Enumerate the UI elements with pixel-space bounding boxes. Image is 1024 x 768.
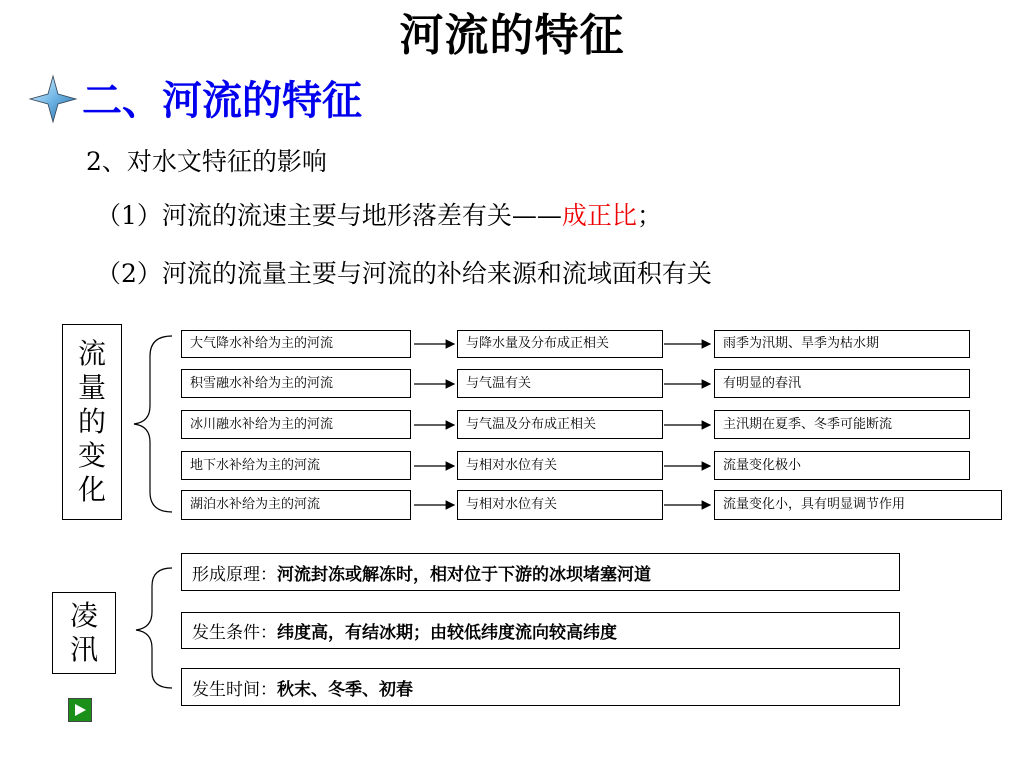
factor-box: 与降水量及分布成正相关: [457, 330, 663, 358]
ice-brace: [136, 568, 172, 688]
play-icon: [73, 703, 87, 717]
flow-label-char: 量: [77, 371, 106, 404]
ice-item-label: 发生条件：: [192, 623, 277, 643]
source-box: 积雪融水补给为主的河流: [181, 369, 411, 398]
source-box: 地下水补给为主的河流: [181, 451, 411, 480]
ice-item-value: 秋末、冬季、初春: [277, 679, 413, 700]
ice-label-box: [52, 592, 116, 674]
subheading: 2、对水文特征的影响: [86, 147, 327, 176]
slide-title: 河流的特征: [399, 10, 625, 61]
source-box: 冰川融水补给为主的河流: [181, 410, 411, 439]
ice-label-char: 凌: [69, 599, 98, 632]
ice-item-value: 纬度高，有结冰期；由较低纬度流向较高纬度: [277, 623, 617, 643]
result-box: 雨季为汛期、旱季为枯水期: [714, 330, 970, 358]
next-slide-button[interactable]: [68, 698, 92, 722]
point-1-end: ；: [636, 201, 662, 230]
ice-item-box: [181, 668, 900, 706]
section-title: 二、河流的特征: [82, 77, 362, 124]
point-1-text: （1）河流的流速主要与地形落差有关——: [96, 201, 562, 230]
flow-brace: [134, 336, 172, 512]
result-box: 流量变化小，具有明显调节作用: [714, 490, 1002, 520]
source-box: 大气降水补给为主的河流: [181, 330, 411, 358]
flow-label-char: 变: [77, 439, 106, 472]
ice-item-label: 形成原理：: [192, 564, 277, 585]
ice-item-label: 发生时间：: [192, 679, 277, 700]
flow-label-char: 化: [77, 473, 106, 506]
point-2: （2）河流的流量主要与河流的补给来源和流域面积有关: [96, 259, 712, 288]
result-box: 主汛期在夏季、冬季可能断流: [714, 410, 970, 439]
result-box: 有明显的春汛: [714, 369, 970, 398]
ice-item-value: 河流封冻或解冻时，相对位于下游的冰坝堵塞河道: [277, 564, 651, 585]
factor-box: 与相对水位有关: [457, 490, 663, 520]
factor-box: 与气温有关: [457, 369, 663, 398]
factor-box: 与气温及分布成正相关: [457, 410, 663, 439]
flow-label-char: 流: [77, 337, 106, 370]
ice-item-box: [181, 612, 900, 649]
source-box: 湖泊水补给为主的河流: [181, 490, 411, 520]
point-1-highlight: 成正比: [561, 201, 637, 230]
result-box: 流量变化极小: [714, 451, 970, 480]
ice-label-char: 汛: [69, 633, 98, 666]
flow-label-char: 的: [77, 405, 106, 438]
ice-item-box: [181, 553, 900, 591]
factor-box: 与相对水位有关: [457, 451, 663, 480]
